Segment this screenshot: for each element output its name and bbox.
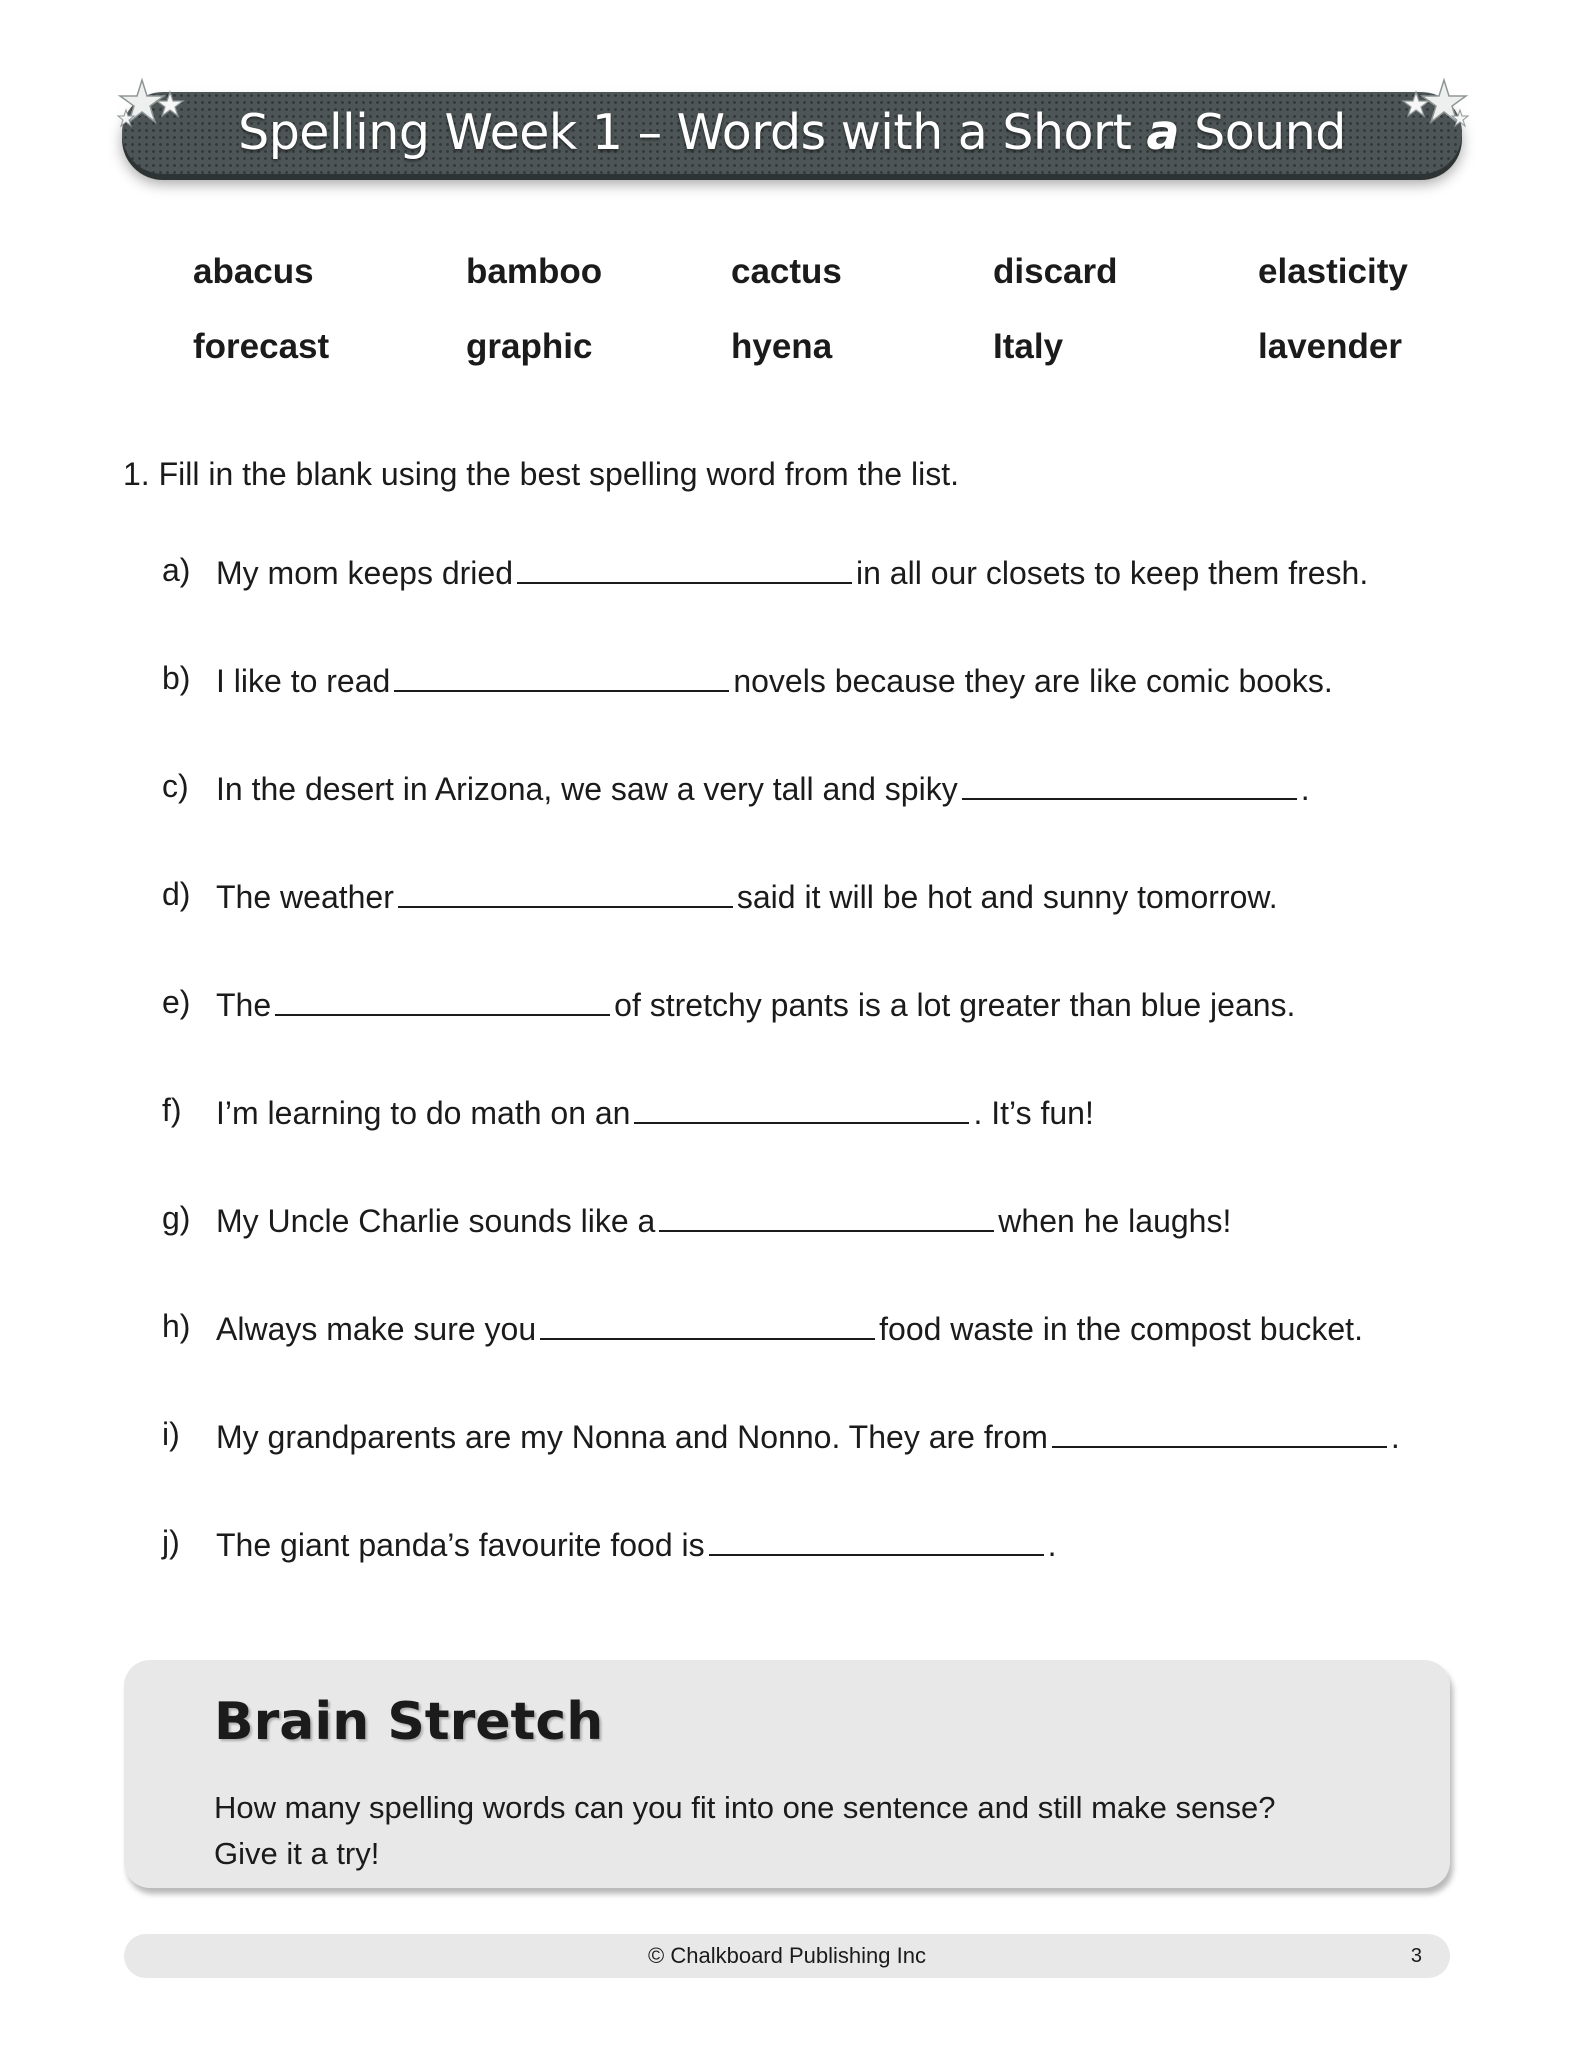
answer-blank[interactable] (634, 1092, 969, 1124)
answer-blank[interactable] (540, 1308, 875, 1340)
question-sentence (216, 552, 1368, 592)
question-letter: h) (162, 1308, 191, 1344)
word-italy: Italy (993, 327, 1064, 366)
question-letter: a) (162, 552, 191, 588)
question-text-after: when he laughs! (998, 1203, 1232, 1239)
question-text-after: novels because they are like comic books. (733, 663, 1333, 699)
word-graphic: graphic (466, 327, 593, 366)
answer-blank[interactable] (709, 1524, 1044, 1556)
question-text-after: in all our closets to keep them fresh. (855, 555, 1369, 591)
question-sentence (216, 876, 1278, 916)
page-number: 3 (1410, 1945, 1422, 1967)
question-text-before: My mom keeps dried (216, 555, 513, 591)
title-banner (122, 92, 1462, 174)
answer-blank[interactable] (962, 768, 1297, 800)
question-text-after: food waste in the compost bucket. (879, 1311, 1363, 1347)
word-cactus: cactus (731, 252, 842, 291)
question-sentence (216, 1092, 1094, 1132)
question-text-before: I like to read (216, 663, 391, 699)
answer-blank[interactable] (394, 660, 729, 692)
question-text-after: of stretchy pants is a lot greater than blue jeans. (614, 987, 1296, 1023)
question-text-after: said it will be hot and sunny tomorrow. (736, 879, 1278, 915)
question-sentence (216, 660, 1333, 700)
question-sentence (216, 1308, 1363, 1348)
exercise-instruction: 1. Fill in the blank using the best spelling word from the list. (123, 456, 959, 492)
question-sentence (216, 1524, 1057, 1564)
title-prefix: Spelling Week 1 – Words with a Short (238, 104, 1147, 161)
word-bamboo: bamboo (466, 252, 603, 291)
stars-right-icon (1394, 76, 1474, 138)
answer-blank[interactable] (659, 1200, 994, 1232)
copyright-notice: © Chalkboard Publishing Inc (648, 1943, 926, 1968)
stars-left-icon (112, 76, 192, 138)
question-text-before: Always make sure you (216, 1311, 537, 1347)
word-forecast: forecast (193, 327, 330, 366)
brain-stretch-panel (124, 1660, 1450, 1888)
answer-blank[interactable] (275, 984, 610, 1016)
question-text-after: . (1300, 771, 1310, 807)
question-text-after: . It’s fun! (973, 1095, 1094, 1131)
question-text-before: My grandparents are my Nonna and Nonno. They are from (216, 1419, 1048, 1455)
question-sentence (216, 1200, 1231, 1240)
word-lavender: lavender (1258, 327, 1402, 366)
question-sentence (216, 984, 1295, 1024)
question-text-before: I’m learning to do math on an (216, 1095, 631, 1131)
brain-stretch-prompt: How many spelling words can you fit into one sentence and still make sense? (214, 1790, 1276, 1825)
word-discard: discard (993, 252, 1118, 291)
question-sentence (216, 1416, 1400, 1456)
page-title (122, 92, 1462, 174)
brain-stretch-title: Brain Stretch (214, 1692, 604, 1752)
question-letter: j) (162, 1524, 180, 1560)
question-letter: e) (162, 984, 191, 1020)
title-suffix: Sound (1179, 104, 1346, 161)
word-elasticity: elasticity (1258, 252, 1408, 291)
question-text-after: . (1390, 1419, 1400, 1455)
question-letter: i) (162, 1416, 180, 1452)
question-text-before: The giant panda’s favourite food is (216, 1527, 705, 1563)
word-abacus: abacus (193, 252, 314, 291)
answer-blank[interactable] (398, 876, 733, 908)
question-text-before: My Uncle Charlie sounds like a (216, 1203, 656, 1239)
question-text-before: The (216, 987, 272, 1023)
question-text-before: The weather (216, 879, 394, 915)
answer-blank[interactable] (517, 552, 852, 584)
question-letter: b) (162, 660, 191, 696)
page-footer (124, 1934, 1450, 1978)
answer-blank[interactable] (1052, 1416, 1387, 1448)
word-hyena: hyena (731, 327, 833, 366)
question-letter: f) (162, 1092, 182, 1128)
question-letter: g) (162, 1200, 191, 1236)
title-accent-letter: a (1146, 104, 1180, 161)
question-text-before: In the desert in Arizona, we saw a very tall and spiky (216, 771, 958, 807)
brain-stretch-encouragement: Give it a try! (214, 1836, 380, 1871)
question-text-after: . (1047, 1527, 1057, 1563)
question-letter: d) (162, 876, 191, 912)
question-sentence (216, 768, 1310, 808)
question-letter: c) (162, 768, 189, 804)
